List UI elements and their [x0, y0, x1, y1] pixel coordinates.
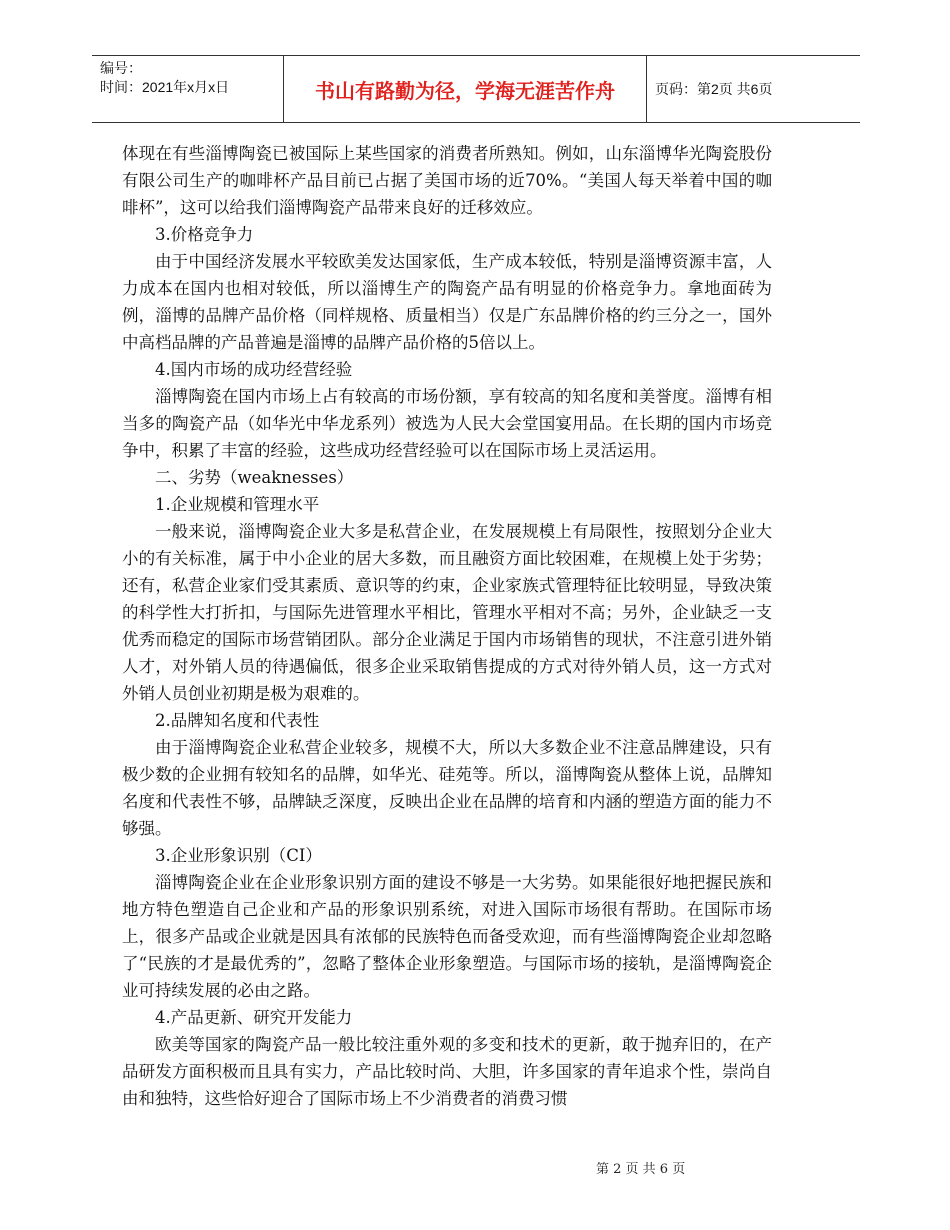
paragraph-scale: 一般来说，淄博陶瓷企业大多是私营企业，在发展规模上有局限性，按照划分企业大小的有关标准，属于中小企业的居大多数，而且融资方面比较困难，在规模上处于劣势；还有，私营企业家们受其素质、意识等的约束，企业家族式管理特征比较明显，导致决策的科学性大打折扣，与国际先进管理水平相比，管理水平相对不高；另外，企业缺乏一支优秀而稳定的国际市场营销团队。部分企业满足于国内市场销售的现状，不注意引进外销人才，对外销人员的待遇偏低，很多企业采取销售提成的方式对待外销人员，这一方式对外销人员创业初期是极为艰难的。: [122, 522, 772, 703]
time-label: 时间：2021年x月x日: [100, 79, 230, 95]
heading-rnd: 4.产品更新、研究开发能力: [155, 1008, 353, 1027]
document-body: [122, 140, 772, 1112]
paragraph-price: 由于中国经济发展水平较欧美发达国家低，生产成本较低，特别是淄博资源丰富，人力成本在国内也相对较低，所以淄博生产的陶瓷产品有明显的价格竞争力。拿地面砖为例，淄博的品牌产品价格（同样规格、质量相当）仅是广东品牌价格的约三分之一，国外中高档品牌的产品普遍是淄博的品牌产品价格的5倍以上。: [122, 252, 772, 352]
code-label: 编号：: [100, 60, 142, 76]
heading-scale-management: 1.企业规模和管理水平: [155, 495, 320, 514]
heading-domestic-experience: 4.国内市场的成功经营经验: [155, 360, 353, 379]
paragraph-domestic: 淄博陶瓷在国内市场上占有较高的市场份额，享有较高的知名度和美誉度。淄博有相当多的陶瓷产品（如华光中华龙系列）被选为人民大会堂国宴用品。在长期的国内市场竞争中，积累了丰富的经验，这些成功经营经验可以在国际市场上灵活运用。: [122, 387, 772, 460]
paragraph-ci: 淄博陶瓷企业在企业形象识别方面的建设不够是一大劣势。如果能很好地把握民族和地方特色塑造自己企业和产品的形象识别系统，对进入国际市场很有帮助。在国际市场上，很多产品或企业就是因具有浓郁的民族特色而备受欢迎，而有些淄博陶瓷企业却忽略了“民族的才是最优秀的”，忽略了整体企业形象塑造。与国际市场的接轨，是淄博陶瓷企业可持续发展的必由之路。: [122, 873, 772, 1000]
paragraph-rnd: 欧美等国家的陶瓷产品一般比较注重外观的多变和技术的更新，敢于抛弃旧的，在产品研发方面积极而且具有实力，产品比较时尚、大胆，许多国家的青年追求个性，崇尚自由和独特，这些恰好迎合了国际市场上不少消费者的消费习惯: [122, 1035, 772, 1108]
header-motto: 书山有路勤为径，学海无涯苦作舟: [284, 56, 647, 122]
header-page-info: 页码：第2页 共6页: [655, 81, 773, 97]
paragraph-continuation: 体现在有些淄博陶瓷已被国际上某些国家的消费者所熟知。例如，山东淄博华光陶瓷股份有限公司生产的咖啡杯产品目前已占据了美国市场的近70%。“美国人每天举着中国的咖啡杯”，这可以给我们淄博陶瓷产品带来良好的迁移效应。: [122, 144, 772, 217]
header-meta: [92, 56, 284, 122]
page-footer: 第 2 页 共 6 页: [596, 1162, 686, 1177]
heading-price-competitiveness: 3.价格竞争力: [155, 225, 254, 244]
page-header: [92, 55, 860, 123]
heading-weaknesses: 二、劣势（weaknesses）: [155, 468, 354, 487]
heading-ci: 3.企业形象识别（CI）: [155, 846, 322, 865]
paragraph-brand: 由于淄博陶瓷企业私营企业较多，规模不大，所以大多数企业不注意品牌建设，只有极少数的企业拥有较知名的品牌，如华光、硅苑等。所以，淄博陶瓷从整体上说，品牌知名度和代表性不够，品牌缺乏深度，反映出企业在品牌的培育和内涵的塑造方面的能力不够强。: [122, 738, 772, 838]
heading-brand: 2.品牌知名度和代表性: [155, 711, 320, 730]
